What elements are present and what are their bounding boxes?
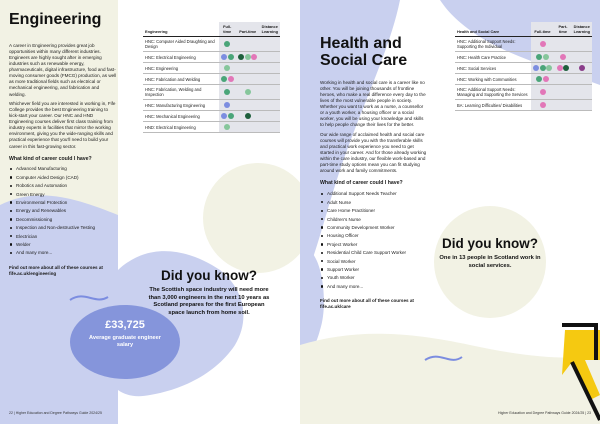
career-item: Support Worker xyxy=(320,267,428,273)
mode-cell-pt xyxy=(554,85,571,100)
course-name: HNC: Social Services xyxy=(455,63,531,74)
campus-dot-icon xyxy=(546,65,552,71)
campus-dot-icon xyxy=(540,65,546,71)
mode-cell-dl xyxy=(572,85,592,100)
campus-dot-icon xyxy=(228,113,234,119)
mode-cell-ft xyxy=(219,63,236,74)
campus-dot-icon xyxy=(543,76,549,82)
campus-dot-icon xyxy=(224,124,230,130)
table-row xyxy=(143,111,280,122)
mode-cell-pt xyxy=(554,37,571,52)
mode-cell-dl xyxy=(572,52,592,63)
table-row xyxy=(455,37,592,52)
table-header: Distance Learning xyxy=(572,22,592,37)
campus-dot-icon xyxy=(221,113,227,119)
page-footer: 22 | Higher Education and Degree Pathways Guide 2024/25 xyxy=(9,411,102,415)
course-name: BA: Learning Difficulties/ Disabilities xyxy=(455,100,531,111)
campus-dot-icon xyxy=(228,54,234,60)
campus-dot-icon xyxy=(536,76,542,82)
mode-cell-pt xyxy=(554,63,571,74)
mode-cell-ft xyxy=(219,100,236,111)
career-item: Inspection and Non-destructive Testing xyxy=(9,225,117,231)
health-care-body xyxy=(320,80,428,310)
table-row xyxy=(455,52,592,63)
campus-dot-icon xyxy=(221,54,227,60)
campus-dot-icon xyxy=(563,65,569,71)
mode-cell-dl xyxy=(260,52,280,63)
career-item: Robotics and Automation xyxy=(9,183,117,189)
mode-cell-dl xyxy=(260,85,280,100)
career-item: Decommissioning xyxy=(9,217,117,223)
table-row xyxy=(455,74,592,85)
table-row xyxy=(143,74,280,85)
campus-dot-icon xyxy=(224,41,230,47)
mode-cell-pt xyxy=(554,100,571,111)
career-item: Advanced Manufacturing xyxy=(9,166,117,172)
find-out-more-link[interactable]: Find out more about all of these courses at fife.ac.uk/care xyxy=(320,297,414,309)
table-header: Full-time xyxy=(531,22,555,37)
mode-cell-ft xyxy=(219,111,236,122)
table-row xyxy=(455,63,592,74)
campus-dot-icon xyxy=(245,89,251,95)
campus-dot-icon xyxy=(533,65,539,71)
mode-cell-pt xyxy=(236,85,260,100)
mode-cell-ft xyxy=(219,74,236,85)
campus-dot-icon xyxy=(238,54,244,60)
campus-dot-icon xyxy=(245,113,251,119)
mode-cell-dl xyxy=(572,100,592,111)
campus-dot-icon xyxy=(540,102,546,108)
career-item: Electrician xyxy=(9,234,117,240)
mode-cell-ft xyxy=(219,122,236,133)
mode-cell-ft xyxy=(219,52,236,63)
course-name: HNC: Additional Support Needs: Managing and Supporting the Services xyxy=(455,85,531,100)
course-name: HNC: Mechanical Engineering xyxy=(143,111,219,122)
career-item: And many more... xyxy=(9,250,117,256)
mode-cell-ft xyxy=(531,85,555,100)
mode-cell-pt xyxy=(236,74,260,85)
mode-cell-ft xyxy=(531,74,555,85)
campus-dot-icon xyxy=(245,54,251,60)
campus-dot-icon xyxy=(536,54,542,60)
campus-dot-icon xyxy=(560,54,566,60)
table-row xyxy=(143,100,280,111)
career-item: Community Development Worker xyxy=(320,225,428,231)
mode-cell-dl xyxy=(260,74,280,85)
table-header: Engineering xyxy=(143,22,219,37)
campus-dot-icon xyxy=(579,65,585,71)
career-item: Residential Child Care Support Worker xyxy=(320,250,428,256)
mode-cell-pt xyxy=(554,74,571,85)
course-name: HNC: Electrical Engineering xyxy=(143,52,219,63)
career-item: Computer Aided Design (CAD) xyxy=(9,175,117,181)
course-name: HNC: Working with Communities xyxy=(455,74,531,85)
mode-cell-dl xyxy=(260,111,280,122)
did-you-know-text: One in 13 people in Scotland work in social services. xyxy=(439,255,541,269)
intro-paragraph: Working in health and social care is a career like no other. You will be joining thousands of frontline heroes, who make a real difference every day to the lives of the most vulnerable people in society. Whether you want to work as a nurse, a counsellor or a youth worker, a housing officer or a social worker, you will be using your knowledge and skills to help people change their lives for the better. xyxy=(320,80,426,128)
mode-cell-pt xyxy=(236,37,260,52)
course-name: HNC: Additional Support Needs: Supporting the Individual xyxy=(455,37,531,52)
intro-paragraph: Whichever field you are interested in working in, Fife College provides the best Engineering training to kick-start your career. Our HNC and HND Engineering courses deliver first class training from industry experts in facilities that mirror the working environment, giving you the wide-ranging skills and practical experience that you'll need to build your career in this fast-growing sector. xyxy=(9,101,116,149)
campus-dot-icon xyxy=(224,89,230,95)
mode-cell-dl xyxy=(572,74,592,85)
mode-cell-ft xyxy=(531,100,555,111)
health-course-table xyxy=(455,22,592,111)
find-out-more-link[interactable]: Find out more about all of these courses at fife.ac.uk/engineering xyxy=(9,264,103,276)
careers-list xyxy=(9,166,117,256)
table-row xyxy=(455,100,592,111)
career-item: Social Worker xyxy=(320,259,428,265)
campus-dot-icon xyxy=(224,102,230,108)
career-item: Additional Support Needs Teacher xyxy=(320,191,428,197)
intro-paragraph: Our wide range of acclaimed health and social care courses will provide you with the transferable skills and practical work experience you need to get started in your career. And for those already working within the care industry, our flexible work-based and part-time study options mean you can fit studying around work and family commitments. xyxy=(320,132,427,174)
career-item: Welder xyxy=(9,242,117,248)
table-row xyxy=(143,37,280,52)
salary-label: Average graduate engineer salary xyxy=(89,335,161,348)
career-item: Environmental Protection xyxy=(9,200,117,206)
mode-cell-ft xyxy=(531,63,555,74)
career-item: Care Home Practitioner xyxy=(320,208,428,214)
table-row xyxy=(143,122,280,133)
mode-cell-pt xyxy=(236,111,260,122)
mode-cell-pt xyxy=(554,52,571,63)
did-you-know-box xyxy=(438,236,542,270)
did-you-know-heading: Did you know? xyxy=(161,268,257,283)
mode-cell-ft xyxy=(219,85,236,100)
career-item: Housing Officer xyxy=(320,233,428,239)
careers-heading: What kind of career could I have? xyxy=(320,180,403,187)
campus-dot-icon xyxy=(543,54,549,60)
table-header: Part-time xyxy=(554,22,571,37)
mode-cell-dl xyxy=(260,100,280,111)
intro-paragraph: A career in Engineering provides great job opportunities within many different industries. Engineers are highly sought after in emerging industries such as renewable energy, pharmaceuticals, digital infrastructure, food and fast-moving consumer goods (FMCG) production, as well as more traditional fields such as electrical or mechanical engineering, and fabrication and welding. xyxy=(9,43,117,97)
table-row xyxy=(143,52,280,63)
mode-cell-dl xyxy=(260,122,280,133)
mode-cell-ft xyxy=(531,52,555,63)
campus-dot-icon xyxy=(251,54,257,60)
careers-list xyxy=(320,191,428,290)
course-name: HNC: Fabrication and Welding xyxy=(143,74,219,85)
engineering-body xyxy=(9,43,117,277)
campus-dot-icon xyxy=(557,65,563,71)
career-item: Green Energy xyxy=(9,192,117,198)
mode-cell-pt xyxy=(236,52,260,63)
course-name: HNC: Computer Aided Draughting and Design xyxy=(143,37,219,52)
mode-cell-dl xyxy=(260,37,280,52)
mode-cell-dl xyxy=(572,63,592,74)
table-row xyxy=(455,85,592,100)
engineering-course-table xyxy=(143,22,280,133)
table-header: Full-time xyxy=(219,22,236,37)
table-header: Part-time xyxy=(236,22,260,37)
table-header: Health and Social Care xyxy=(455,22,531,37)
table-row xyxy=(143,85,280,100)
career-item: Children's Nurse xyxy=(320,217,428,223)
mode-cell-pt xyxy=(236,122,260,133)
campus-dot-icon xyxy=(540,41,546,47)
right-page xyxy=(300,0,600,424)
page-title-health-social-care: Health and Social Care xyxy=(320,35,408,69)
did-you-know-text: The Scottish space industry will need more than 3,000 engineers in the next 10 years as Scotland prepares for the first European space launch from home soil. xyxy=(148,287,270,316)
page-title-engineering: Engineering xyxy=(9,11,102,28)
campus-dot-icon xyxy=(224,65,230,71)
did-you-know-box xyxy=(148,268,270,317)
page-footer: Higher Education and Degree Pathways Guide 2024/25 | 23 xyxy=(498,411,591,415)
campus-dot-icon xyxy=(540,89,546,95)
campus-dot-icon xyxy=(228,76,234,82)
salary-amount: £33,725 xyxy=(105,319,145,331)
career-item: Youth Worker xyxy=(320,275,428,281)
table-header: Distance Learning xyxy=(260,22,280,37)
career-item: Project Worker xyxy=(320,242,428,248)
course-name: HND: Electrical Engineering xyxy=(143,122,219,133)
mode-cell-ft xyxy=(531,37,555,52)
campus-dot-icon xyxy=(221,76,227,82)
mode-cell-dl xyxy=(260,63,280,74)
course-name: HNC: Fabrication, Welding and Inspection xyxy=(143,85,219,100)
mode-cell-pt xyxy=(236,100,260,111)
did-you-know-heading: Did you know? xyxy=(442,236,538,251)
course-name: HNC: Engineering xyxy=(143,63,219,74)
course-name: HNC: Manufacturing Engineering xyxy=(143,100,219,111)
mode-cell-ft xyxy=(219,37,236,52)
table-row xyxy=(143,63,280,74)
mode-cell-dl xyxy=(572,37,592,52)
career-item: Adult Nurse xyxy=(320,200,428,206)
mode-cell-pt xyxy=(236,63,260,74)
careers-heading: What kind of career could I have? xyxy=(9,155,92,162)
course-name: HNC: Health Care Practice xyxy=(455,52,531,63)
career-item: Energy and Renewables xyxy=(9,208,117,214)
career-item: And many more... xyxy=(320,284,428,290)
